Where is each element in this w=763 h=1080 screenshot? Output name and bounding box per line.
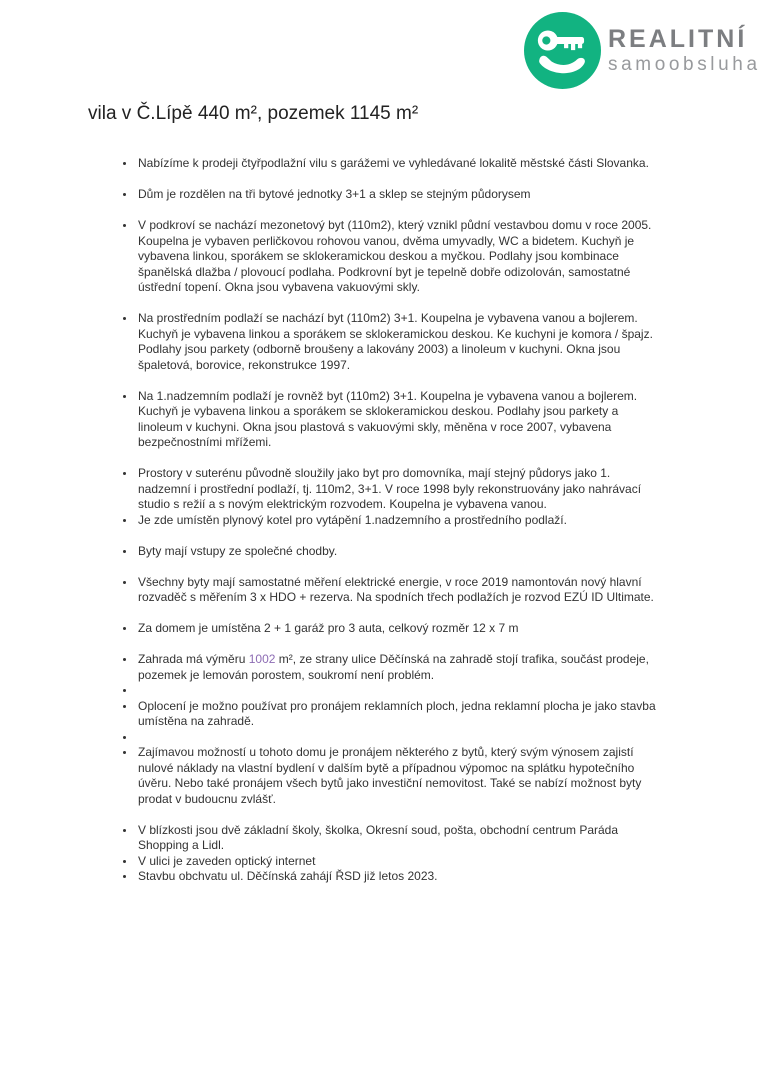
bullet-text: V blízkosti jsou dvě základní školy, školka, Okresní soud, pošta, obchodní centrum Paráda Shopping a Lidl. [138,822,619,852]
list-item [136,156,665,172]
list-item [136,389,665,451]
brand-name-secondary: samoobsluha [608,54,761,75]
bullet-text: Oplocení je možno používat pro pronájem reklamních ploch, jedna reklamní plocha je jako stavba umístěna na zahradě. [138,698,656,728]
list-item [136,730,665,746]
brand-logo [524,12,761,89]
bullet-text: Byty mají vstupy ze společné chodby. [138,543,338,558]
bullet-text: Stavbu obchvatu ul. Děčínská zahájí ŘSD již letos 2023. [138,869,438,883]
list-item [136,683,665,699]
list-item [136,513,665,529]
bullet-text: Za domem je umístěna 2 + 1 garáž pro 3 auta, celkový rozměr 12 x 7 m [138,621,519,635]
brand-wordmark [608,27,761,74]
list-item [136,745,665,807]
list-item [136,575,665,606]
list-item [136,854,665,870]
list-item [136,311,665,373]
list-item [136,699,665,730]
key-in-hand-icon [524,12,601,89]
bullet-text: Na prostředním podlaží se nachází byt (110m2) 3+1. Koupelna je vybavena vanou a bojlerem. Kuchyň je vybavena linkou a sporákem se sklokeramickou deskou. Ke kuchyni je komora / špajz. Podlahy jsou parkety (odborně broušeny a lakovány 2003) a linoleum v kuchyni. Okna jsou špaletová, borovice, rekonstrukce 1997. [138,311,653,372]
bullet-text: m², ze strany ulice Děčínská na zahradě stojí trafika, součást prodeje, pozemek je lemován porostem, soukromí není problém. [138,652,649,682]
bullet-text: Všechny byty mají samostatné měření elektrické energie, v roce 2019 namontován nový hlavní rozvaděč s měřením 3 x HDO + rezerva. Na spodních třech podlažích je rozvod EZÚ ID Ultimate. [138,574,654,604]
list-item [136,218,665,296]
list-item [136,466,665,513]
bullet-text: V ulici je zaveden optický internet [138,853,316,868]
bullet-text: Je zde umístěn plynový kotel pro vytápění 1.nadzemního a prostředního podlaží. [138,512,567,527]
page-title: vila v Č.Lípě 440 m², pozemek 1145 m² [88,102,419,124]
list-item [136,621,665,637]
highlighted-value: 1002 [248,652,276,666]
bullet-text: Prostory v suterénu původně sloužily jako byt pro domovníka, mají stejný půdorys jako 1. nadzemní i prostřední podlaží, tj. 110m2, 3+1. V roce 1998 byly rekonstruovány jako nahrávací studio s režií a s novým elektrickým rozvodem. Koupelna je vybavena vanou. [138,466,645,511]
bullet-list [117,156,665,885]
brand-name-primary: REALITNÍ [608,25,748,53]
bullet-text: Zahrada má výměru [138,652,249,666]
list-item [136,544,665,560]
list-item [136,652,665,683]
bullet-text: V podkroví se nachází mezonetový byt (110m2), který vznikl půdní vestavbou domu v roce 2005. Koupelna je vybaven perličkovou rohovou vanou, dvěma umyvadly, WC a bidetem. Kuchyň je vybavena linkou, sporákem se sklokeramickou deskou a myčkou. Podlahy jsou kombinace španělská dlažba / plovoucí podlaha. Podkrovní byt je tepelně dobře odizolován, samostatné ústřední topení. Okna jsou vybavena vakuovými skly. [138,218,655,294]
list-item [136,823,665,854]
bullet-text: Nabízíme k prodeji čtyřpodlažní vilu s garážemi ve vyhledávané lokalitě městské části Slovanka. [138,156,649,170]
bullet-text: Dům je rozdělen na tři bytové jednotky 3+1 a sklep se stejným půdorysem [138,187,531,201]
list-item [136,187,665,203]
list-item [136,869,665,885]
bullet-text: Zajímavou možností u tohoto domu je pronájem některého z bytů, který svým výnosem zajistí nulové náklady na vlastní bydlení v dalším bytě a případnou výpomoc na splátku hypotečního úvěru. Nebo také pronájem všech bytů jako investiční nemovitost. Také se nabízí možnost byty prodat v budoucnu zvlášť. [138,745,642,806]
property-description [117,156,665,885]
bullet-text: Na 1.nadzemním podlaží je rovněž byt (110m2) 3+1. Koupelna je vybavena vanou a bojlerem. Kuchyň je vybavena linkou a sporákem se sklokeramickou deskou. Podlahy jsou parkety a linoleum v kuchyni. Okna jsou plastová s vakuovými skly, měněna v roce 2007, vybavena bezpečnostními mřížemi. [138,388,638,449]
